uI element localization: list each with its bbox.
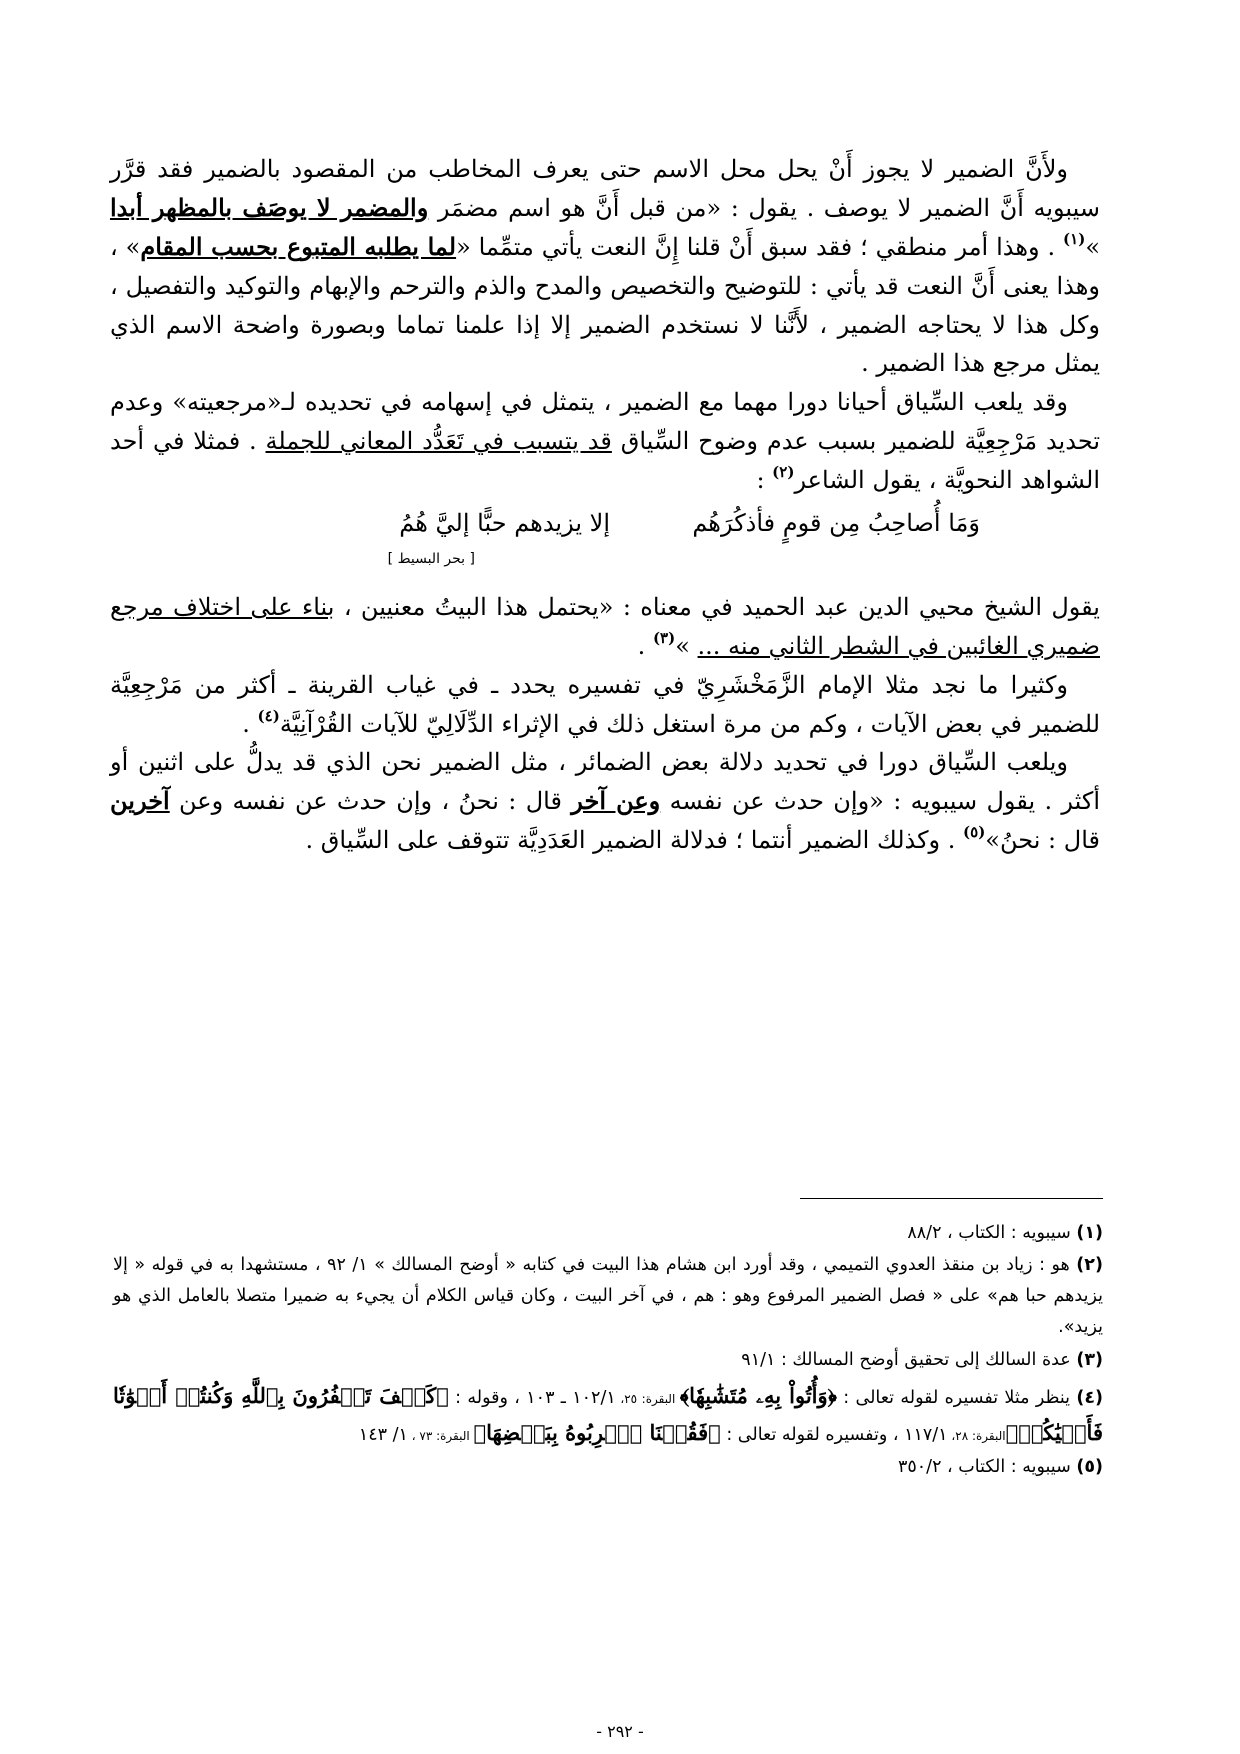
footnote-text: عدة السالك إلى تحقيق أوضح المسالك : ٩١/١ xyxy=(741,1349,1077,1370)
footnote-text: هو : زياد بن منقذ العدوي التميمي ، وقد أورد ابن هشام هذا البيت في كتابه « أوضح المسالك » ١/ ٩٢ ، مستشهدا به في قوله « إلا يزيدهم حبا هم» على « فصل الضمير المرفوع وهو : هم ، في آخر البيت ، وكان قياس الكلام أن يجيء به ضميرا متصلا بالعامل الذي هو يزيد». xyxy=(113,1255,1103,1338)
verse-hemistich-1: وَمَا أُصاحِبُ مِن قومٍ فأذكُرَهُم xyxy=(692,508,980,537)
paragraph-5 xyxy=(110,743,1100,860)
text-run: وكثيرا ما نجد مثلا الإمام الزَّمَخْشَرِيّ في تفسيره يحدد ـ في غياب القرينة ـ أكثر من مَرْجِعِيَّة للضمير في بعض الآيات ، وكم من مرة استغل ذلك في الإثراء الدِّلَالِيّ للآيات القُرْآنِيَّة xyxy=(110,670,1100,738)
footnote-3 xyxy=(113,1345,1103,1376)
footnote-5 xyxy=(113,1452,1103,1483)
verse-meter-label: [ بحر البسيط ] xyxy=(387,550,475,567)
page-number: - ٢٩٢ - xyxy=(596,1722,644,1741)
text-run: يقول الشيخ محيي الدين عبد الحميد في معناه : «يحتمل هذا البيتُ معنيين ، xyxy=(334,592,1100,621)
quran-verse: ﴿وَأُتُواْ بِهِۦ مُتَشَٰبِهٗا﴾ xyxy=(679,1382,837,1408)
footnote-text: سيبويه : الكتاب ، ٣٥٠/٢ xyxy=(897,1457,1077,1478)
underlined-phrase: قد يتسبب في تَعَدُّد المعاني للجملة xyxy=(265,427,612,456)
footnote-number: (١) xyxy=(1076,1223,1103,1243)
footnote-ref-3: (٣) xyxy=(652,628,676,647)
footnote-ref-2: (٢) xyxy=(772,463,795,481)
verse-hemistich-2: إلا يزيدهم حبًّا إليَّ هُمُ xyxy=(399,508,610,537)
emphasis-quote: لما يطلبه المتبوع بحسب المقام xyxy=(140,231,457,261)
sura-reference: البقرة: ٢٥، xyxy=(615,1391,680,1406)
footnote-4 xyxy=(113,1377,1103,1452)
footnote-text: سيبويه : الكتاب ، ٨٨/٢ xyxy=(907,1223,1077,1243)
text-run: ويلعب السِّياق دورا في تحديد دلالة بعض الضمائر ، مثل الضمير نحن الذي قد يدلُّ على اثنين أو أكثر . يقول سيبويه : «وإن حدث عن نفسه xyxy=(110,748,1101,816)
emphasis-phrase: آخرين xyxy=(110,786,170,816)
footnote-text: ١/ ١٤٣ xyxy=(358,1425,408,1446)
footnote-text: ينظر مثلا تفسيره لقوله تعالى : xyxy=(836,1387,1077,1408)
paragraph-1 xyxy=(110,150,1100,383)
emphasis-phrase: وعن آخر xyxy=(571,786,661,816)
footnote-number: (٥) xyxy=(1076,1457,1103,1478)
main-text xyxy=(110,150,1100,860)
text-run: » ، وهذا يعنى أَنَّ النعت قد يأتي : للتوضيح والتخصيص والمدح والذم والترحم والإبهام والتوكيد والتفصيل ، وكل هذا لا يحتاجه الضمير ، لأَنَّنا لا نستخدم الضمير إلا إذا علمنا تماما وبصورة واضحة الاسم الذي يمثل مرجع هذا الضمير . xyxy=(110,232,1101,378)
quran-verse: ﴿كَيۡفَ تَكۡفُرُونَ بِٱللَّهِ وَكُنتُمۡ أَمۡوَٰتٗا فَأَحۡيَٰكُمۡ﴾ xyxy=(113,1382,1103,1446)
footnote-1 xyxy=(113,1218,1103,1249)
footnote-text: ١٠٢/١ ـ ١٠٣ ، وقوله : xyxy=(448,1387,616,1408)
text-run: قال : نحنُ» xyxy=(985,826,1100,855)
text-run: . وهذا أمر منطقي ؛ فقد سبق أَنْ قلنا إِنَّ النعت يأتي متمِّما « xyxy=(456,232,1064,261)
sura-reference: البقرة: ٧٣ ، xyxy=(407,1429,474,1444)
poetry-verse xyxy=(110,504,1100,580)
footnote-2 xyxy=(113,1250,1103,1343)
text-run: » xyxy=(1085,232,1101,261)
emphasis-quote: والمضمر لا يوصَف بالمظهر أبدا xyxy=(110,192,429,222)
footnote-ref-4: (٤) xyxy=(257,706,280,725)
sura-reference: البقرة: ٢٨، xyxy=(947,1429,1006,1444)
text-run: » xyxy=(675,631,698,660)
footnote-number: (٣) xyxy=(1076,1349,1103,1370)
paragraph-2 xyxy=(110,383,1100,500)
quran-verse: ﴿فَقُلۡنَا ٱضۡرِبُوهُ بِبَعۡضِهَا﴾ xyxy=(473,1420,721,1446)
text-run: ولأَنَّ الضمير لا يجوز أَنْ يحل محل الاسم حتى يعرف المخاطب من المقصود بالضمير فقد قرَّر سيبويه أَنَّ الضمير لا يوصف . يقول : «من قبل أَنَّ هو اسم مضمَر xyxy=(110,155,1100,222)
text-run: . فمثلا في أحد الشواهد النحويَّة ، يقول الشاعر xyxy=(110,427,1100,494)
text-run: قال : نحنُ ، وإن حدث عن نفسه وعن xyxy=(169,787,572,816)
footnote-number: (٢) xyxy=(1076,1255,1103,1276)
footnote-separator xyxy=(800,1198,1103,1199)
footnote-ref-1: (١) xyxy=(1063,229,1086,248)
text-run: : xyxy=(756,466,773,494)
footnotes xyxy=(113,1218,1103,1485)
text-run: . وكذلك الضمير أنتما ؛ فدلالة الضمير العَدَدِيَّة تتوقف على السِّياق . xyxy=(305,826,964,855)
footnote-text: ١١٧/١ ، وتفسيره لقوله تعالى : xyxy=(720,1425,948,1446)
text-run: . xyxy=(637,631,653,660)
text-run: . xyxy=(242,709,258,738)
paragraph-4 xyxy=(110,666,1100,744)
paragraph-3 xyxy=(110,588,1100,666)
footnote-ref-5: (٥) xyxy=(963,823,986,842)
footnote-number: (٤) xyxy=(1076,1387,1103,1408)
text-run: وقد يلعب السِّياق أحيانا دورا مهما مع الضمير ، يتمثل في إسهامه في تحديده لـ«مرجعيته» وعدم تحديد مَرْجِعِيَّة للضمير بسبب عدم وضوح السِّياق xyxy=(110,388,1100,456)
underlined-phrase: بناء على اختلاف مرجع ضميري الغائبين في الشطر الثاني منه ... xyxy=(110,592,1100,660)
